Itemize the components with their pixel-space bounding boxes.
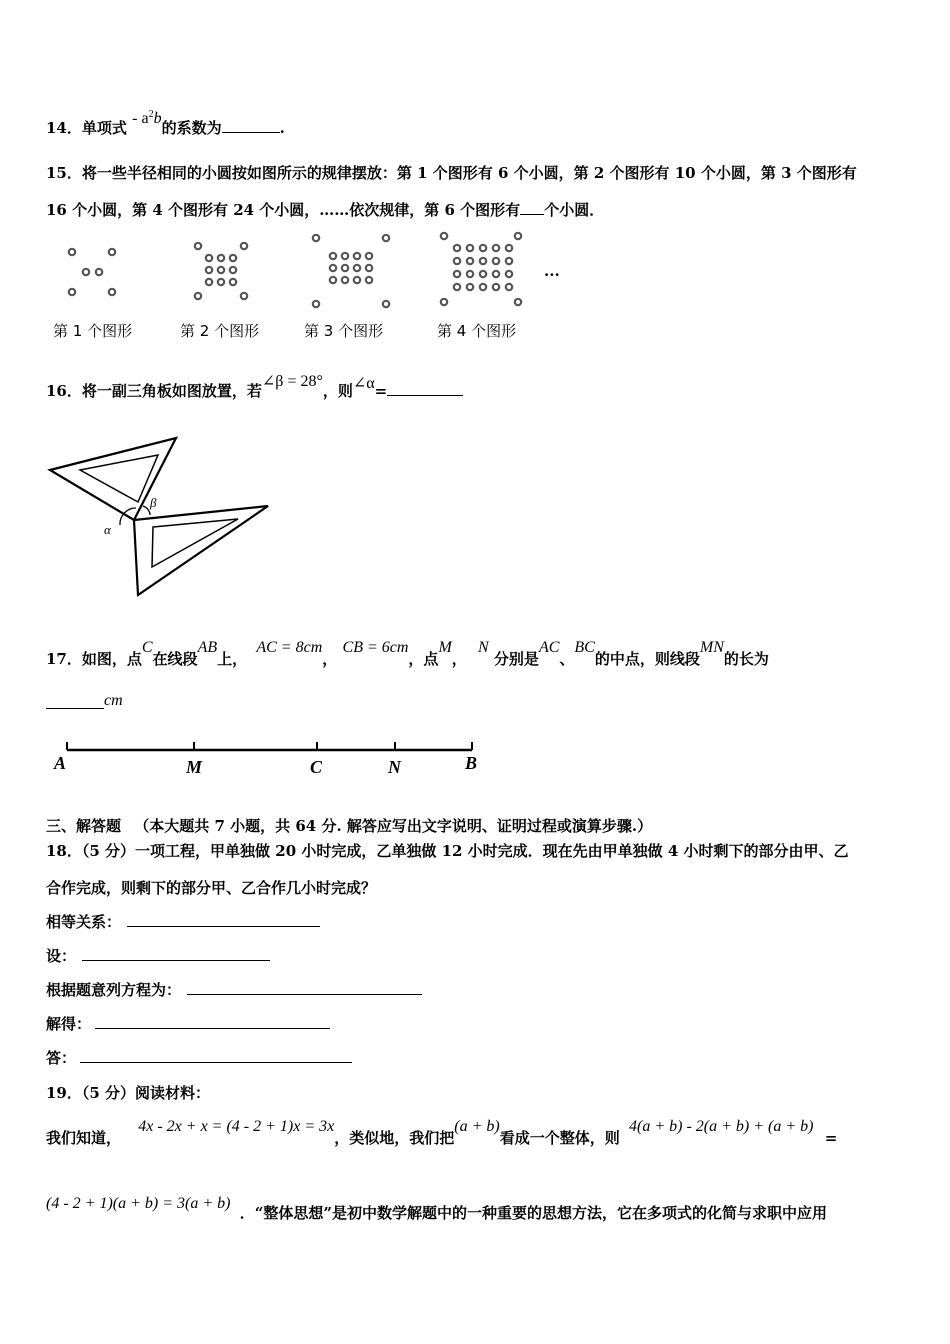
field-equal-relation: 相等关系： (46, 911, 320, 932)
point-n-label: N (388, 757, 401, 777)
angle-alpha-expression: ∠α (352, 375, 375, 392)
q14-number: 14． (46, 119, 82, 137)
question-15-line1: 15．将一些半径相同的小圆按如图所示的规律摆放：第 1 个图形有 6 个小圆，第 2 个图形有 10 个小圆，第 3 个图形有 (46, 164, 857, 182)
question-18-line2: 合作完成，则剩下的部分甲、乙合作几小时完成？ (46, 879, 377, 897)
question-19-line2: (4 - 2 + 1)(a + b) = 3(a + b) ．“整体思想”是初中数学解题中的一种重要的思想方法，它在多项式的化简与求职中应用 (46, 1195, 827, 1222)
equal-relation-blank[interactable] (127, 925, 320, 927)
question-19-line1: 我们知道， 4x - 2x + x = (4 - 2 + 1)x = 3x，类似地，我们把(a + b)看成一个整体，则 4(a + b) - 2(a + b) + (a + b) = (46, 1118, 838, 1147)
angle-beta-expression: ∠β = 28° (261, 373, 323, 390)
point-b-label: B (465, 753, 478, 773)
question-14: 14．单项式 - $a^2b$的系数为 . (46, 109, 285, 137)
point-c-label: C (310, 757, 323, 777)
field-answer: 答： (46, 1047, 352, 1068)
section-3-heading: 三、解答题 （本大题共 7 小题，共 64 分. 解答应写出文字说明、证明过程或演算步骤.） (46, 817, 653, 835)
q17-answer-line: cm (46, 694, 123, 714)
solve-blank[interactable] (95, 1027, 330, 1029)
q19-equation-2: 4(a + b) - 2(a + b) + (a + b) (628, 1118, 814, 1135)
answer-blank[interactable] (80, 1061, 352, 1063)
field-let: 设： (46, 945, 270, 966)
q14-expression: - a (132, 110, 149, 127)
question-18-line1: 18．（5 分）一项工程，甲单独做 20 小时完成，乙单独做 12 小时完成．现在先由甲单独做 4 小时剩下的部分由甲、乙 (46, 842, 849, 860)
field-equation: 根据题意列方程为： (46, 979, 422, 1000)
label-alpha: α (104, 522, 111, 537)
q14-text-2: 的系数为 (161, 119, 222, 137)
question-19-title: 19．（5 分）阅读材料： (46, 1084, 211, 1102)
q14-text: 单项式 (81, 119, 127, 137)
figure-1-caption: 第 1 个图形 (53, 322, 133, 340)
question-15-line2: 16 个小圆，第 4 个图形有 24 个小圆，……依次规律，第 6 个图形有 个小圆． (46, 201, 605, 219)
q19-equation-3: (4 - 2 + 1)(a + b) = 3(a + b) (46, 1195, 231, 1212)
let-blank[interactable] (82, 959, 270, 961)
field-solve: 解得： (46, 1013, 330, 1034)
question-16: 16．将一副三角板如图放置，若∠β = 28°，则∠α= (46, 380, 463, 401)
figure-3-caption: 第 3 个图形 (304, 322, 384, 340)
q19-equation-1: 4x - 2x + x = (4 - 2 + 1)x = 3x (138, 1118, 335, 1135)
pattern-ellipsis: ... (544, 262, 560, 280)
figure-4-caption: 第 4 个图形 (437, 322, 517, 340)
question-17: 17．如图，点C在线段AB上， AC = 8cm， CB = 6cm，点M， N 分别是AC、BC的中点，则线段MN的长为 (46, 639, 769, 668)
point-a-label: A (54, 753, 67, 773)
label-beta: β (150, 495, 157, 510)
point-m-label: M (186, 757, 203, 777)
equation-blank[interactable] (187, 993, 422, 995)
figure-2-caption: 第 2 个图形 (180, 322, 260, 340)
